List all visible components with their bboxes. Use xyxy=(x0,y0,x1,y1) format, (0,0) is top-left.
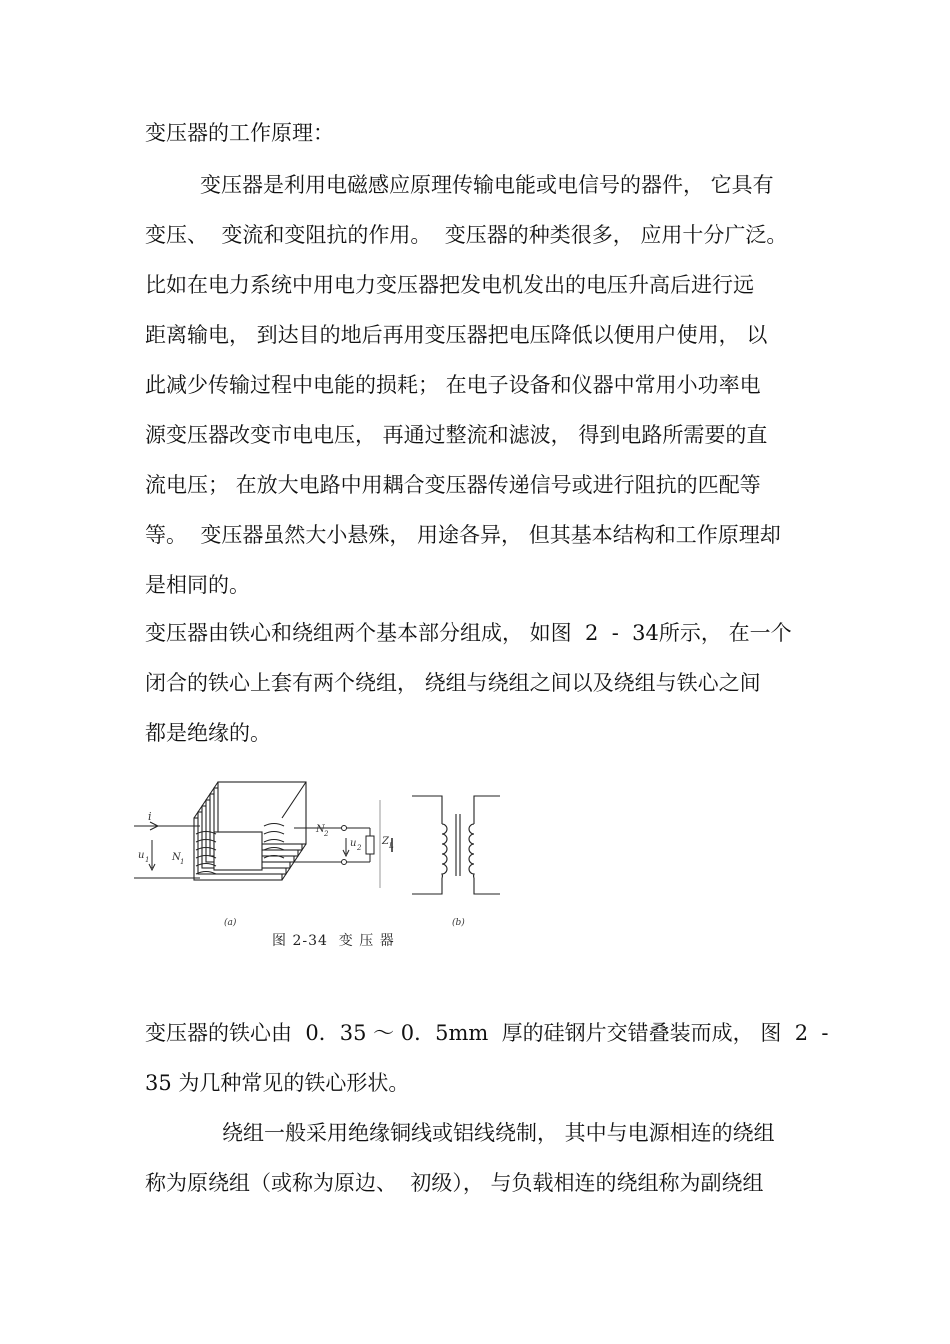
text-line: 都是绝缘的。 xyxy=(145,721,271,745)
voltage-u1-label: u xyxy=(138,850,145,861)
schematic-symbol xyxy=(412,796,500,894)
text-line: 距离输电， 到达目的地后再用变压器把电压降低以便用户使用， 以 xyxy=(145,323,768,347)
load-zl-subscript: L xyxy=(389,842,394,850)
secondary-circuit xyxy=(294,800,392,888)
figure-label-a: (a) xyxy=(224,918,237,928)
text-line: 绕组一般采用绝缘铜线或铝线绕制， 其中与电源相连的绕组 xyxy=(222,1121,775,1145)
figure-label-b: (b) xyxy=(452,918,465,928)
text-line: 是相同的。 xyxy=(145,573,250,597)
turns-n2-subscript: 2 xyxy=(324,830,329,838)
text-line: 变压器是利用电磁感应原理传输电能或电信号的器件， 它具有 xyxy=(200,173,774,197)
text-line: 变压器由铁心和绕组两个基本部分组成， 如图 2 - 34所示， 在一个 xyxy=(145,621,792,645)
turns-n1-label: N xyxy=(172,852,181,863)
text-line: 35 为几种常见的铁心形状。 xyxy=(145,1071,410,1095)
text-line: 等。 变压器虽然大小悬殊， 用途各异， 但其基本结构和工作原理却 xyxy=(145,523,781,547)
current-label: i xyxy=(148,810,152,823)
text-line: 变压器的铁心由 0．35 ～ 0．5mm 厚的硅钢片交错叠装而成， 图 2 - xyxy=(145,1021,829,1045)
text-line: 流电压； 在放大电路中用耦合变压器传递信号或进行阻抗的匹配等 xyxy=(145,473,761,497)
figure-caption: 图 2-34 变 压 器 xyxy=(272,933,395,949)
load-zl-label: Z xyxy=(382,836,389,847)
turns-n1-subscript: 1 xyxy=(180,858,185,866)
voltage-u2-label: u xyxy=(350,838,357,849)
text-line: 变压、 变流和变阻抗的作用。 变压器的种类很多， 应用十分广泛。 xyxy=(145,223,788,247)
voltage-u1-subscript: 1 xyxy=(145,856,150,864)
text-line: 源变压器改变市电电压， 再通过整流和滤波， 得到电路所需要的直 xyxy=(145,423,768,447)
text-line: 此减少传输过程中电能的损耗； 在电子设备和仪器中常用小功率电 xyxy=(145,373,761,397)
text-line: 称为原绕组（或称为原边、 初级）， 与负载相连的绕组称为副绕组 xyxy=(145,1171,764,1195)
iron-core xyxy=(194,782,306,880)
text-line: 闭合的铁心上套有两个绕组， 绕组与绕组之间以及绕组与铁心之间 xyxy=(145,671,761,695)
transformer-diagram xyxy=(130,780,530,940)
text-line: 比如在电力系统中用电力变压器把发电机发出的电压升高后进行远 xyxy=(145,273,754,297)
section-heading: 变压器的工作原理： xyxy=(145,121,334,145)
turns-n2-label: N xyxy=(316,824,325,835)
voltage-u2-subscript: 2 xyxy=(357,844,362,852)
